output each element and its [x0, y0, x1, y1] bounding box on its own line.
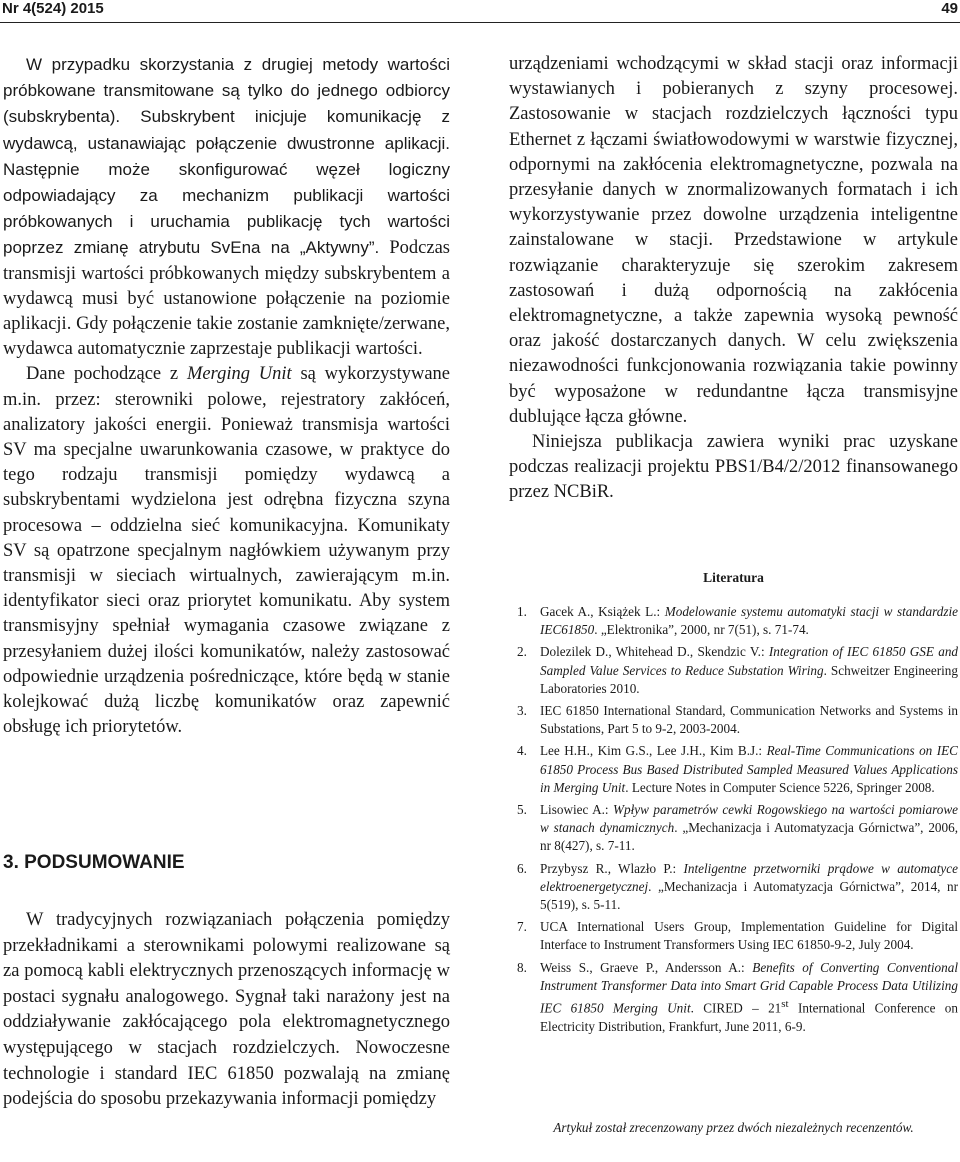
- reference-item: [517, 801, 958, 856]
- issue-number: Nr 4(524) 2015: [2, 0, 104, 17]
- reference-authors: Przybysz R., Wlazło P.:: [540, 860, 684, 876]
- review-footnote: Artykuł został zrecenzowany przez dwóch niezależnych recenzentów.: [553, 1120, 914, 1135]
- reference-number: 5.: [517, 802, 527, 818]
- paragraph-2-rest: są wykorzystywane m.in. przez: sterowniki polowe, rejestratory zakłóceń, analizatory jakości energii. Ponieważ transmisja wartości SV ma specjalne uwarunkowania czasowe, w praktyce do tego rodzaju transmisji pomiędzy wydawcą a subskrybentami wydzielona jest odrębna fizyczna szyna procesowa – oddzielna sieć komunikacyjna. Komunikaty SV są opatrzone specjalnym nagłówkiem używanym przy transmisji w sieciach wirtualnych, zawierającym m.in. identyfikator sieci oraz priorytet komunikatu. Aby system transmisyjny spełniał wymagania czasowe związane z przesyłaniem dużej ilości komunikatów, należy zastosować odpowiednie urządzenia pośredniczące, które będą w stanie kolejkować dużą liczbę komunikatów oraz zapewnić obsługę ich priorytetów.: [3, 364, 451, 738]
- paragraph-2-start: Dane pochodzące z: [26, 364, 187, 385]
- reference-title: Inteligentne przetworniki prądowe w automatyce elektroenergetycznej: [540, 860, 958, 894]
- reference-source: . „Mechanizacja i Automatyzacja Górnictwa”, 2006, nr 8(427), s. 7-11.: [540, 820, 958, 854]
- reference-source: . Lecture Notes in Computer Science 5226, Springer 2008.: [625, 779, 935, 795]
- page-header: [0, 0, 960, 23]
- page-number: 49: [941, 0, 958, 17]
- reference-source: . „Mechanizacja i Automatyzacja Górnictwa”, 2014, nr 5(519), s. 5-11.: [540, 878, 958, 913]
- right-paragraph-2: Niniejsza publikacja zawiera wyniki prac uzyskane podczas realizacji projektu PBS1/B4/2/2012 finansowanego przez NCBiR.: [509, 432, 958, 503]
- reference-authors: Lee H.H., Kim G.S., Lee J.H., Kim B.J.:: [540, 743, 767, 759]
- reference-item: [517, 603, 958, 639]
- paragraph-2: [3, 362, 450, 740]
- reference-title: Integration of IEC 61850 GSE and Sampled Value Services to Reduce Substation Wiring: [540, 644, 959, 678]
- reference-number: 1.: [517, 604, 527, 619]
- reference-source-end: International Conference on Electricity Distribution, Frankfurt, June 2011, 6-9.: [540, 1000, 958, 1034]
- reference-item: [517, 959, 958, 1036]
- reference-authors: UCA International Users Group, Implementation Guideline for Digital Interface to Instrument Transformers Using IEC 61850-9-2, July 2004.: [540, 919, 958, 953]
- paragraph-1: [3, 52, 450, 362]
- reference-item: [517, 742, 958, 797]
- reference-item: [517, 860, 958, 915]
- section-title: 3. PODSUMOWANIE: [3, 852, 185, 873]
- reference-number: 6.: [517, 860, 527, 876]
- reference-title: Wpływ parametrów cewki Rogowskiego na wartości pomiarowe w stanach dynamicznych: [540, 802, 958, 836]
- reference-number: 4.: [517, 743, 527, 759]
- reference-authors: Lisowiec A.:: [540, 802, 614, 818]
- literature-title: Literatura: [703, 570, 764, 585]
- left-column: [3, 52, 450, 740]
- reference-superscript: st: [781, 998, 789, 1011]
- right-paragraph-1: urządzeniami wchodzącymi w skład stacji oraz informacji wystawianych i pobieranych z szyny procesowej. Zastosowanie w stacjach rozdzielczych łączności typu Ethernet z łączami światłowodowymi w warstwie fizycznej, odpornymi na zakłócenia elektromagnetyczne, pozwala na przesyłanie danych w znormalizowanych formatach i ich wykorzystywanie przez dowolne urządzenia inteligentne zainstalowane w stacji. Przedstawione w artykule rozwiązanie charakteryzuje się szerokim zakresem zastosowań i dużą odpornością na zakłócenia elektromagnetyczne, a także zapewnia wysoką pewność oraz jakość dostarczanych danych. W celu zwiększenia niezawodności funkcjonowania rozwiązania takie powinny być wyposażone w redundantne łącza transmisyjne dublujące łącza główne.: [509, 54, 958, 427]
- summary-paragraph: W tradycyjnych rozwiązaniach połączenia pomiędzy przekładnikami a sterownikami polowymi realizowane są za pomocą kabli elektrycznych przenoszących informację w postaci sygnału analogowego. Sygnał taki narażony jest na oddziaływanie zakłócającego pola elektromagnetycznego występującego w stacjach rozdzielczych. Nowoczesne technologie i standard IEC 61850 pozwalają na zmianę podejścia do sposobu przekazywania informacji pomiędzy: [3, 910, 450, 1110]
- reference-number: 8.: [517, 959, 527, 975]
- reference-source: . Schweitzer Engineering Laboratories 2010.: [540, 662, 958, 696]
- reference-authors: Dolezilek D., Whitehead D., Skendzic V.:: [540, 644, 769, 660]
- reference-number: 3.: [517, 703, 527, 719]
- reference-authors: Weiss S., Graeve P., Andersson A.:: [540, 959, 753, 975]
- reference-item: [517, 702, 958, 738]
- reference-item: [517, 643, 958, 698]
- reference-number: 7.: [517, 919, 527, 935]
- reference-list: [517, 603, 958, 1040]
- reference-number: 2.: [517, 644, 527, 660]
- reference-item: [517, 918, 958, 954]
- reference-authors: Gacek A., Książek L.:: [540, 604, 665, 619]
- reference-source: . „Elektronika”, 2000, nr 7(51), s. 71-74.: [594, 622, 809, 638]
- merging-unit-term: Merging Unit: [186, 364, 292, 385]
- reference-title: Real-Time Communications on IEC 61850 Process Bus Based Distributed Sampled Measured Values Applications in Merging Unit: [540, 743, 958, 795]
- reference-title: Benefits of Converting Conventional Instrument Transformer Data into Smart Grid Capable Process Data Utilizing IEC 61850 Merging Unit: [540, 959, 958, 1016]
- reference-authors: IEC 61850 International Standard, Communication Networks and Systems in Substations, Part 5 to 9-2, 2003-2004.: [540, 703, 958, 737]
- summary-column: [3, 908, 450, 1113]
- reference-title: Modelowanie systemu automatyki stacji w standardzie IEC61850: [540, 604, 958, 638]
- paragraph-1-serif: Podczas transmisji wartości próbkowanych między subskrybentem a wydawcą musi być ustanowione połączenie na poziomie aplikacji. Gdy połączenie takie zostanie zamknięte/zerwane, wydawca automatycznie zaprzestaje publikacji wartości.: [3, 238, 450, 360]
- reference-source: . CIRED – 21: [690, 1000, 782, 1016]
- right-column: [509, 52, 958, 506]
- paragraph-1-sans: W przypadku skorzystania z drugiej metody wartości próbkowane transmitowane są tylko do jednego odbiorcy (subskrybenta). Subskrybent inicjuje komunikację z wydawcą, ustanawiając połączenie dwustronne aplikacji. Następnie może skonfigurować węzeł logiczny odpowiadający za mechanizm publikacji wartości próbkowanych i uruchamia publikację tych wartości poprzez zmianę atrybutu SvEna na „Aktywny”.: [3, 55, 450, 258]
